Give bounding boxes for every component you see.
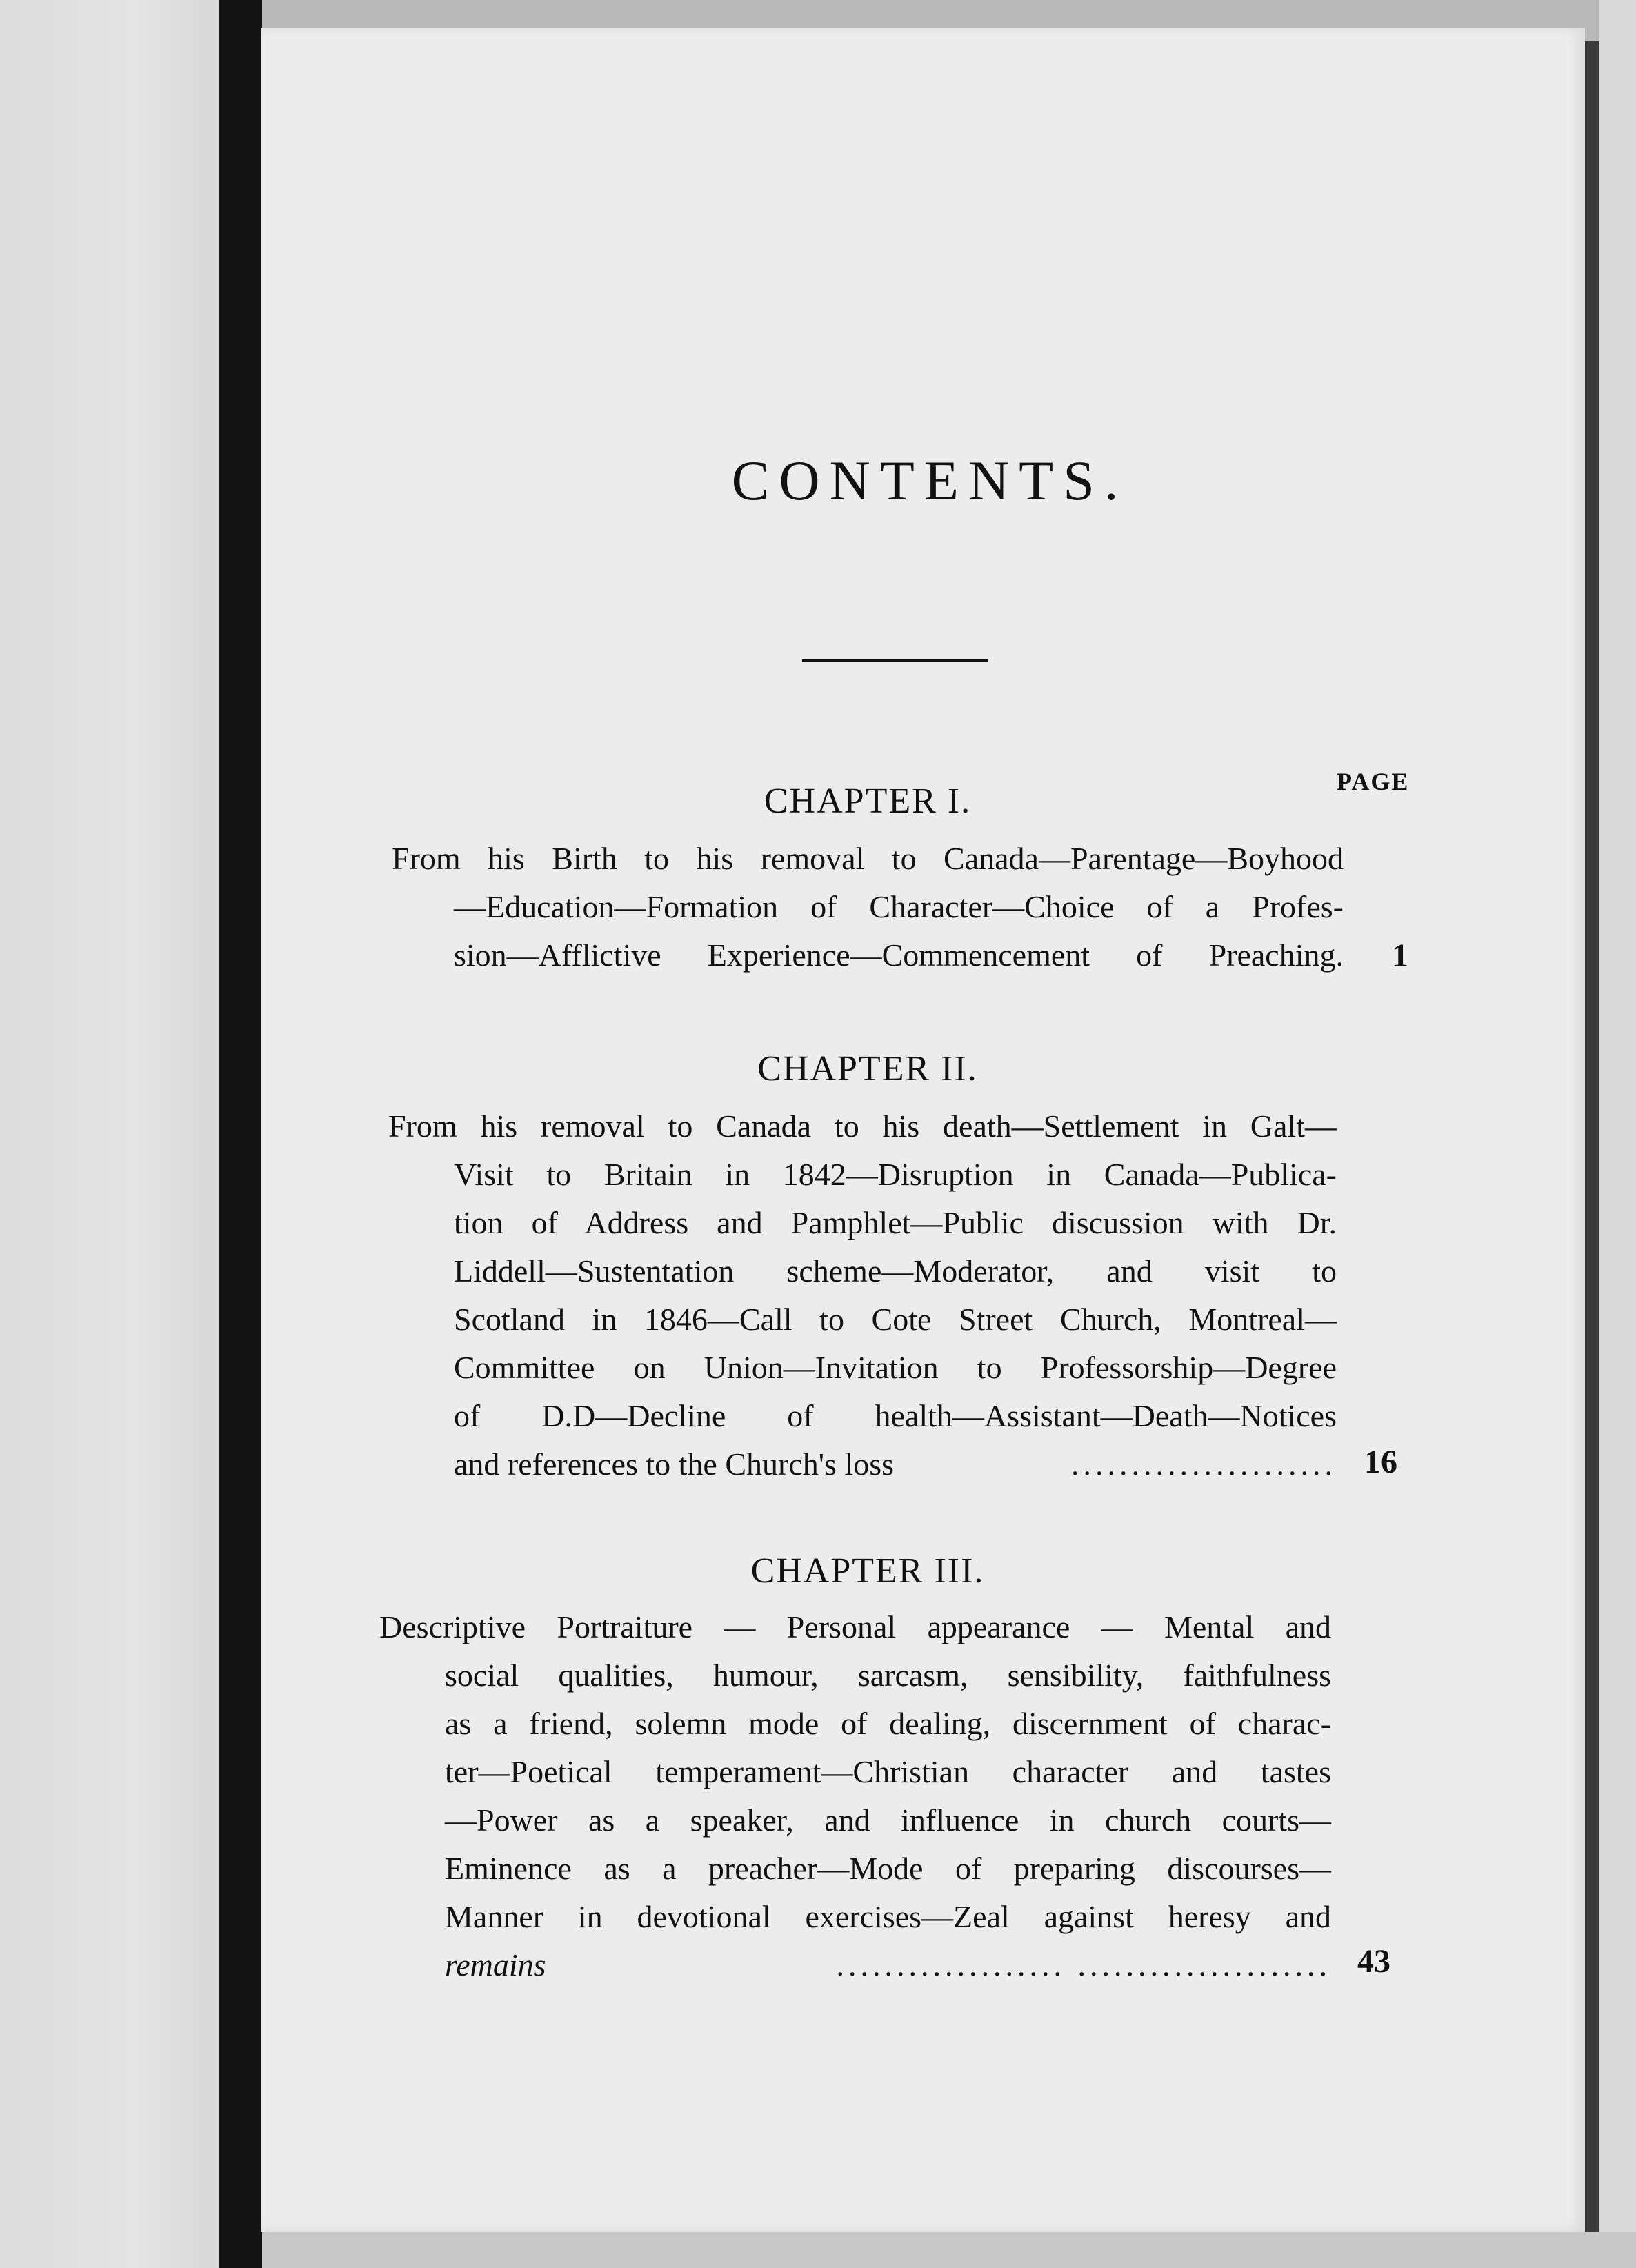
chapter-2-line-8 [454, 1440, 1337, 1489]
chapter-1-line-1: From his Birth to his removal to Canada—Parentage—Boyhood [392, 841, 1344, 876]
heading-rule [802, 659, 988, 662]
book-page [261, 28, 1585, 2232]
scan-margin-right [1599, 0, 1636, 2268]
book-gutter [219, 0, 262, 2268]
chapter-3-line-4: ter—Poetical temperament—Christian character and tastes [445, 1754, 1331, 1789]
chapter-2-line-6: Committee on Union—Invitation to Professorship—Degree [454, 1350, 1337, 1385]
chapter-3-line-8-italic: remains [445, 1947, 546, 1982]
chapter-2-line-5: Scotland in 1846—Call to Cote Street Church, Montreal— [454, 1302, 1337, 1337]
contents-heading: CONTENTS. [731, 449, 1128, 512]
chapter-2-line-2: Visit to Britain in 1842—Disruption in Canada—Publica- [454, 1157, 1337, 1192]
chapter-3-leader-dots: ................... ..................... [836, 1947, 1331, 1982]
page-edge-shadow [1585, 41, 1599, 2232]
chapter-1-page-number: 1 [1392, 937, 1408, 974]
scan-margin-bottom [262, 2232, 1636, 2268]
chapter-2-heading: CHAPTER II. [757, 1049, 978, 1088]
chapter-2-line-4: Liddell—Sustentation scheme—Moderator, and visit to [454, 1253, 1337, 1289]
chapter-3-line-3: as a friend, solemn mode of dealing, discernment of charac- [445, 1706, 1331, 1741]
chapter-1-line-2: —Education—Formation of Character—Choice of a Profes- [454, 889, 1344, 924]
chapter-3-line-6: Eminence as a preacher—Mode of preparing discourses— [445, 1851, 1331, 1886]
chapter-2-line-1: From his removal to Canada to his death—Settlement in Galt— [388, 1108, 1337, 1144]
chapter-1-heading: CHAPTER I. [764, 782, 972, 821]
chapter-2-line-8-text: and references to the Church's loss [454, 1446, 895, 1482]
chapter-2-page-number: 16 [1364, 1444, 1397, 1480]
chapter-1-line-3: sion—Afflictive Experience—Commencement of Preaching. [454, 937, 1344, 973]
chapter-3-line-1: Descriptive Portraiture — Personal appearance — Mental and [379, 1609, 1331, 1644]
chapter-3-heading: CHAPTER III. [750, 1551, 985, 1591]
chapter-2-line-7: of D.D—Decline of health—Assistant—Death—Notices [454, 1398, 1337, 1433]
chapter-3-line-2: social qualities, humour, sarcasm, sensibility, faithfulness [445, 1658, 1331, 1693]
chapter-3-page-number: 43 [1357, 1943, 1390, 1980]
facing-page [0, 0, 228, 2268]
chapter-3-line-8 [445, 1941, 1331, 1989]
chapter-3-line-7: Manner in devotional exercises—Zeal against heresy and [445, 1899, 1331, 1934]
chapter-3-line-5: —Power as a speaker, and influence in church courts— [445, 1802, 1331, 1838]
chapter-2-leader-dots: ...................... [1071, 1446, 1337, 1482]
chapter-2-line-3: tion of Address and Pamphlet—Public discussion with Dr. [454, 1205, 1337, 1240]
page-column-label: PAGE [1337, 768, 1410, 795]
